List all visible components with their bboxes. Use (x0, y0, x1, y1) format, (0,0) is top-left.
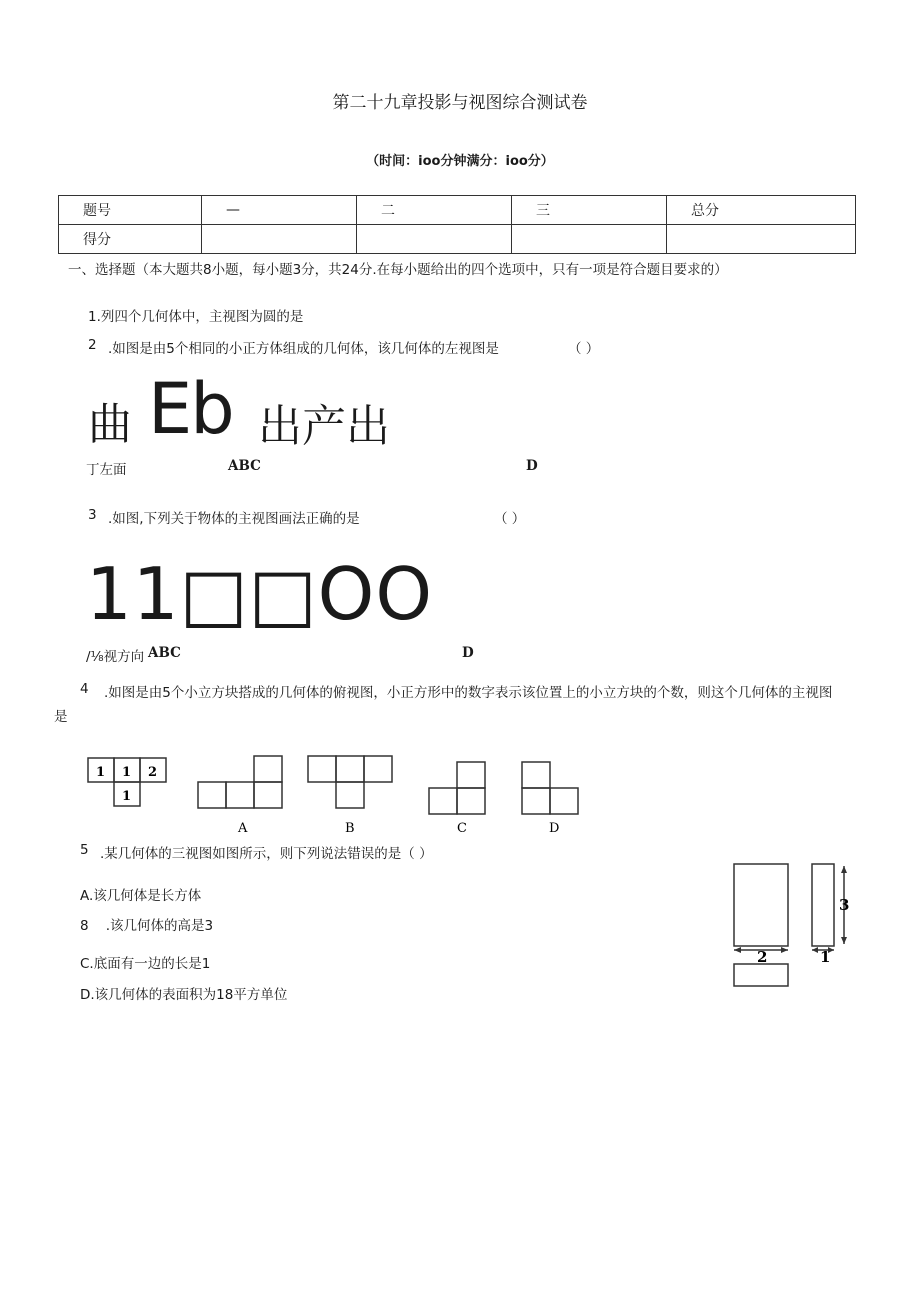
question-2-number: 2 (88, 337, 97, 353)
question-1: 1.列四个几何体中，主视图为圆的是 (88, 309, 304, 325)
question-4-number: 4 (80, 681, 89, 697)
question-5-text: .某几何体的三视图如图所示，则下列说法错误的是（ ） (100, 846, 433, 862)
section-heading: 一、选择题（本大题共8小题，每小题3分，共24分.在每小题给出的四个选项中，只有一项是符合题目要求的） (68, 262, 728, 278)
grid-number: 2 (148, 765, 158, 780)
option-label: B (345, 821, 355, 836)
table-cell (667, 225, 856, 254)
answer-paren: （ ） (494, 511, 526, 527)
option-label: C (457, 821, 467, 836)
answer-paren: （ ） (568, 341, 600, 357)
table-cell: 三 (512, 196, 667, 225)
score-table (58, 195, 856, 254)
grid-number: 1 (122, 765, 132, 780)
option-d: D.该几何体的表面积为18平方单位 (80, 987, 288, 1003)
table-cell: 二 (357, 196, 512, 225)
page-subtitle: （时间：ioo分钟满分：ioo分） (366, 154, 554, 169)
table-cell (202, 225, 357, 254)
dimension-label: 3 (839, 896, 850, 914)
option-labels: ABC (228, 458, 261, 474)
option-a: A.该几何体是长方体 (80, 888, 202, 904)
three-view-figure (726, 858, 856, 994)
table-cell (357, 225, 512, 254)
table-cell: — (202, 196, 357, 225)
figure-glyph: 曲 (88, 399, 132, 450)
page-title: 第二十九章投影与视图综合测试卷 (332, 93, 588, 113)
q4-figure (84, 752, 594, 840)
figure-caption: /⅛视方向 (86, 649, 145, 665)
question-4-text-cont: 是 (54, 709, 68, 725)
figure-glyph: Eb (148, 368, 233, 450)
question-3-number: 3 (88, 507, 97, 523)
dimension-label: 2 (757, 948, 768, 966)
dimension-label: 1 (820, 948, 831, 966)
figure-caption: 丁左面 (86, 462, 127, 478)
option-label-d: D (526, 458, 538, 474)
question-3-text: .如图,下列关于物体的主视图画法正确的是 (108, 511, 360, 527)
option-c: C.底面有一边的长是1 (80, 956, 211, 972)
grid-number: 1 (122, 789, 132, 804)
question-2-text: .如图是由5个相同的小正方体组成的几何体，该几何体的左视图是 (108, 341, 499, 357)
option-labels: ABC (148, 645, 181, 661)
figure-glyph: 11□□OO (86, 552, 434, 636)
option-label: D (549, 821, 560, 836)
option-label: A (238, 821, 248, 836)
option-b: 8 .该几何体的高是3 (80, 918, 214, 934)
option-label-d: D (462, 645, 474, 661)
table-row (59, 196, 856, 225)
table-cell: 题号 (59, 196, 202, 225)
table-row (59, 225, 856, 254)
question-4-text: .如图是由5个小立方块搭成的几何体的俯视图，小正方形中的数字表示该位置上的小立方块的个数，则这个几何体的主视图 (104, 685, 833, 701)
question-5-number: 5 (80, 842, 89, 858)
table-cell: 总分 (667, 196, 856, 225)
table-cell (512, 225, 667, 254)
grid-number: 1 (96, 765, 106, 780)
figure-glyph: 出产出 (258, 401, 390, 452)
table-cell: 得分 (59, 225, 202, 254)
